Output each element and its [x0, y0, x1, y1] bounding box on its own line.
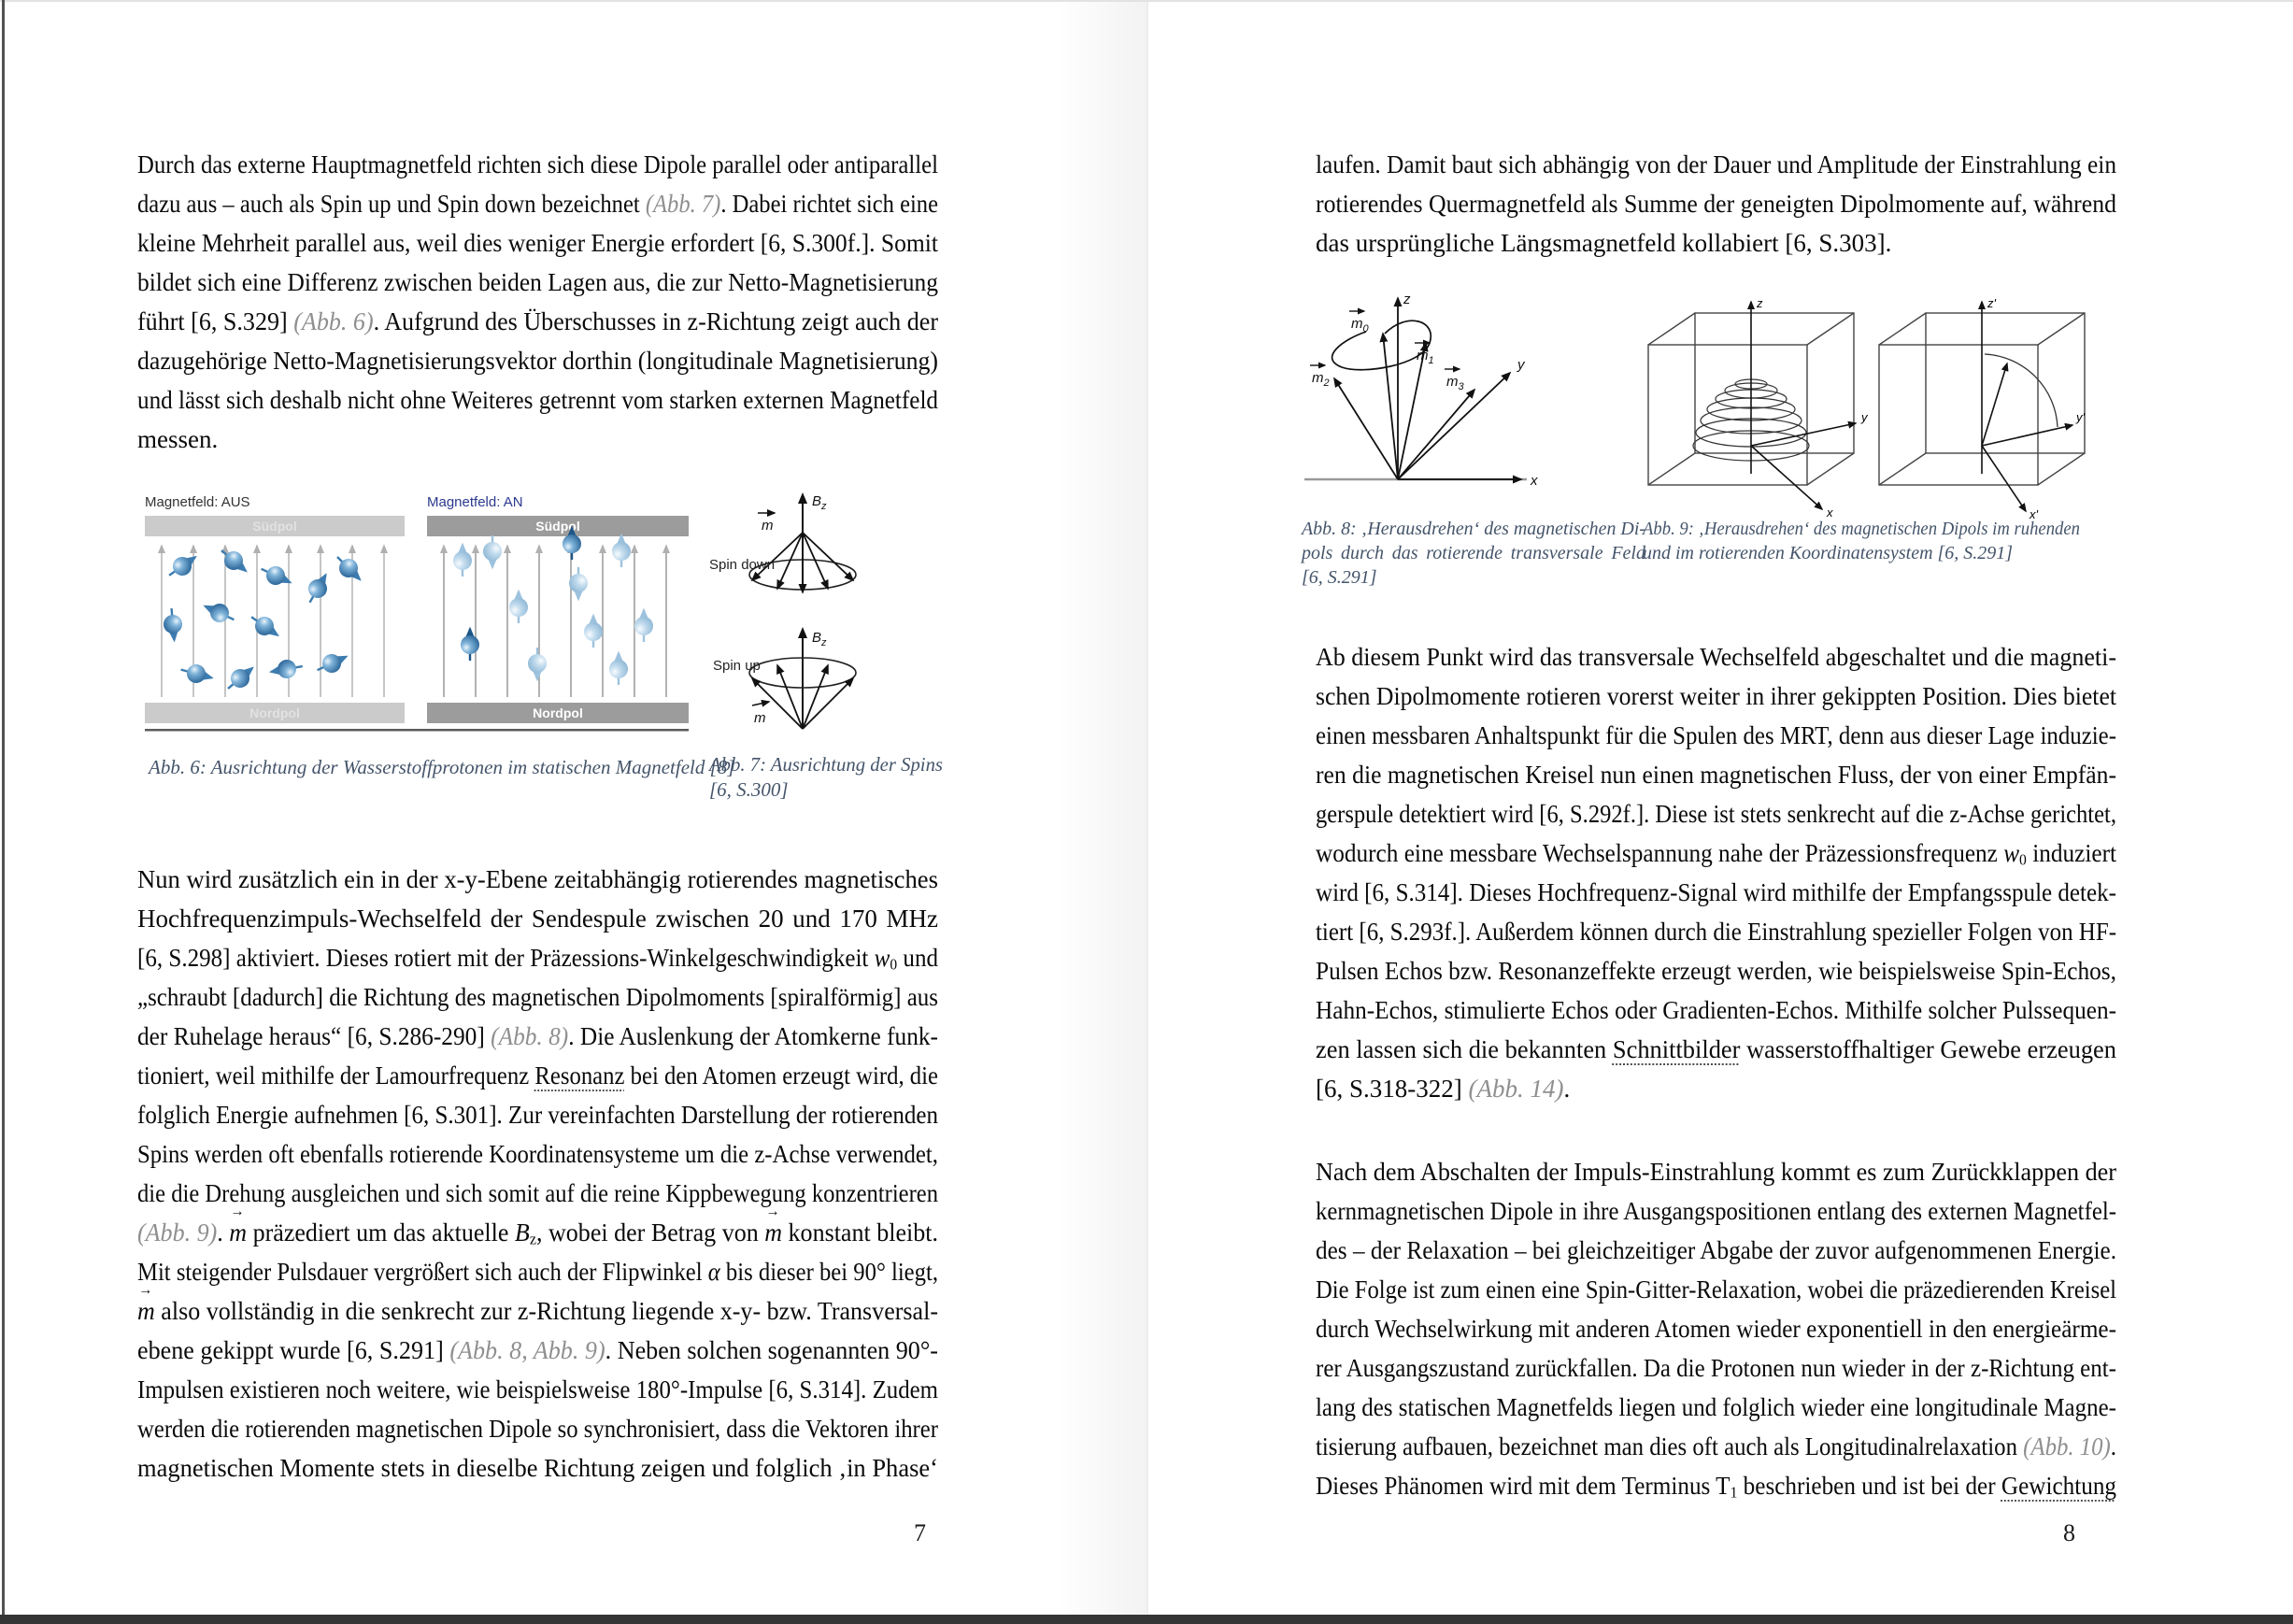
- text-line: [137, 860, 938, 899]
- window-edge-left: [2, 0, 5, 1624]
- caption-line: Abb. 7: Ausrichtung der Spins: [709, 753, 943, 776]
- text-line: [1316, 223, 2116, 263]
- spellcheck-word: Resonanz: [534, 1061, 625, 1090]
- text-run: ebene gekippt wurde [6, S.291]: [137, 1336, 450, 1364]
- svg-text:m0: $m_0$: [1351, 316, 1369, 335]
- spellcheck-word: Gewichtung: [2001, 1472, 2116, 1500]
- vector-base: m: [137, 1297, 155, 1325]
- text-run: und: [897, 944, 938, 972]
- text-run: Hahn-Echos, stimulierte Echos oder Gradienten-Echos. Mithilfe solcher Pulssequen-: [1316, 996, 2116, 1024]
- text-line: [1316, 1191, 2116, 1231]
- text-run: beschrieben und ist bei der: [1737, 1472, 2001, 1500]
- text-run: führt [6, S.329]: [137, 307, 294, 335]
- paragraph: [137, 860, 938, 1488]
- svg-text:m1: $m_1$: [1417, 348, 1434, 366]
- caption-line: Abb. 6: Ausrichtung der Wasserstoffprotonen im statischen Magnetfeld [8]: [149, 756, 735, 778]
- page-number-left: 7: [914, 1519, 926, 1546]
- text-line: [137, 1448, 938, 1488]
- text-run: rer Ausgangszustand zurückfallen. Da die Protonen nun wieder in der z-Richtung ent-: [1316, 1354, 2116, 1382]
- text-line: [137, 938, 938, 977]
- south-pole-label: Südpol: [535, 519, 580, 534]
- caption-line: Abb. 9: ‚Herausdrehen‘ des magnetischen Dipols im ruhenden: [1643, 519, 2080, 539]
- text-run: zen lassen sich die bekannten: [1316, 1035, 1613, 1063]
- spin-up-diagram: [713, 629, 856, 729]
- text-run: und lässt sich deshalb nicht ohne Weiteres getrennt vom starken externen Magnetfeld: [137, 386, 938, 414]
- subscript: z: [529, 1230, 536, 1248]
- text-line: [1316, 990, 2116, 1030]
- bz-label: B: [812, 493, 822, 509]
- field-lines: [444, 546, 666, 697]
- z-prime-axis-label: z': [1987, 296, 1996, 310]
- text-line: [137, 263, 938, 302]
- text-run: Nach dem Abschalten der Impuls-Einstrahlung kommt es zum Zurückklappen der: [1316, 1158, 2116, 1186]
- text-line: [1316, 1231, 2116, 1270]
- x-axis-label: x: [1531, 473, 1538, 489]
- text-line: [137, 977, 938, 1017]
- text-line: [137, 302, 938, 341]
- text-line: [1316, 637, 2116, 677]
- y-axis-label: y: [1861, 410, 1868, 424]
- text-run: Hochfrequenzimpuls-Wechselfeld der Sendespule zwischen 20 und 170 MHz: [137, 905, 938, 933]
- north-pole-label: Nordpol: [533, 705, 583, 720]
- paragraph: [1316, 1152, 2116, 1505]
- window-edge-top: [0, 0, 2293, 2]
- spin-up-label: Spin up: [713, 658, 761, 674]
- caption-line: Abb. 8: ‚Herausdrehen‘ des magnetischen Di-: [1302, 519, 1645, 539]
- text-line: [1316, 145, 2116, 184]
- vector-arrow: →: [230, 1204, 245, 1220]
- text-run: „schraubt [dadurch] die Richtung des magnetischen Dipolmoments [spiralförmig] aus: [137, 983, 938, 1011]
- text-line: [137, 899, 938, 938]
- text-run: die die Drehung ausgleichen und sich somit auf die reine Kippbewegung konzentrieren: [137, 1179, 938, 1207]
- text-line: [137, 1204, 938, 1252]
- text-line: [1316, 912, 2116, 951]
- figure-abb8-image: [1304, 285, 1557, 509]
- text-line: [137, 380, 938, 420]
- text-run: tisierung aufbauen, bezeichnet man dies oft auch als Longitudinalrelaxation: [1316, 1432, 2024, 1460]
- caption-line: [6, S.291]: [1302, 567, 1377, 588]
- page-number-right: 8: [2063, 1519, 2075, 1546]
- text-run: folglich Energie aufnehmen [6, S.301]. Zur vereinfachten Darstellung der rotierenden: [137, 1101, 938, 1129]
- z-axis-label: z: [1757, 296, 1763, 310]
- text-run: werden die rotierenden magnetischen Dipole so synchronisiert, dass die Vektoren ihrer: [137, 1415, 938, 1443]
- x-axis-label: x: [1827, 506, 1833, 520]
- text-line: [1316, 873, 2116, 912]
- caption-line: und im rotierenden Koordinatensystem [6, S.291]: [1643, 543, 2014, 563]
- window-edge-bottom: [0, 1615, 2293, 1624]
- text-run: . Neben solchen sogenannten 90°-: [605, 1336, 938, 1364]
- text-run: bildet sich eine Differenz zwischen beiden Lagen aus, die zur Netto-Magnetisierung: [137, 268, 938, 296]
- text-line: [137, 223, 938, 263]
- figure-abb7-caption: [709, 752, 943, 803]
- vector-base: m: [229, 1218, 248, 1246]
- figure-abb9-caption: [1643, 517, 2080, 565]
- vector-symbol: [229, 1204, 248, 1252]
- text-line: [137, 1282, 938, 1331]
- text-run: das ursprüngliche Längsmagnetfeld kollabiert [6, S.303].: [1316, 229, 1892, 257]
- text-line: [137, 1331, 938, 1370]
- text-run: .: [1563, 1075, 1571, 1103]
- figure-abb7-image: [709, 481, 938, 752]
- text-line: [1316, 794, 2116, 833]
- text-run: Spins werden oft ebenfalls rotierende Koordinatensysteme um die z-Achse verwendet,: [137, 1140, 938, 1168]
- text-run: konstant bleibt.: [782, 1218, 938, 1246]
- text-line: [137, 420, 938, 459]
- text-line: [137, 145, 938, 184]
- subscript: 0: [890, 955, 898, 974]
- text-run: [6, S.318-322]: [1316, 1075, 1469, 1103]
- text-line: [1316, 951, 2116, 990]
- text-line: [1316, 1152, 2116, 1191]
- text-run: durch Wechselwirkung mit anderen Atomen wieder exponentiell in den energieärme-: [1316, 1315, 2116, 1343]
- text-run: also vollständig in die senkrecht zur z-Richtung liegende x-y- bzw. Transversal-: [154, 1297, 938, 1325]
- paragraph: [137, 145, 938, 459]
- figure-abb9-image: [1641, 296, 2089, 520]
- text-run: . Aufgrund des Überschusses in z-Richtung zeigt auch der: [373, 307, 938, 335]
- variable: α: [707, 1258, 720, 1286]
- text-line: [137, 1095, 938, 1134]
- z-axis-label: z: [1403, 292, 1411, 307]
- text-run: einen messbaren Anhaltspunkt für die Spulen des MRT, denn aus dieser Lage induzie-: [1316, 721, 2116, 749]
- page-divider: [1146, 2, 1148, 1615]
- text-run: lang des statischen Magnetfelds liegen und folglich wieder eine longitudinale Magne-: [1316, 1393, 2116, 1421]
- protons-aligned: [453, 528, 653, 685]
- caption-line: pols durch das rotierende transversale Feld: [1302, 543, 1645, 563]
- figure-abb6-image: [145, 493, 691, 744]
- text-line: [137, 1370, 938, 1409]
- text-line: [137, 1252, 938, 1291]
- text-run: . Die Auslenkung der Atomkerne funk-: [568, 1022, 938, 1050]
- text-line: [1316, 1466, 2116, 1505]
- spin-down-diagram: [709, 493, 856, 592]
- text-line: [137, 341, 938, 380]
- text-run: bis dieser bei 90° liegt,: [719, 1258, 938, 1286]
- m-vector-label: m: [754, 710, 766, 726]
- text-line: [1316, 184, 2116, 223]
- text-run: Nun wird zusätzlich ein in der x-y-Ebene zeitabhängig rotierendes magnetisches: [137, 865, 938, 893]
- text-run: präzediert um das aktuelle: [247, 1218, 515, 1246]
- figure-ref: (Abb. 10): [2023, 1432, 2111, 1460]
- text-run: tioniert, weil mithilfe der Lamourfrequenz: [137, 1061, 535, 1090]
- text-run: .: [2110, 1432, 2116, 1460]
- text-run: laufen. Damit baut sich abhängig von der Dauer und Amplitude der Einstrahlung ein: [1316, 150, 2116, 178]
- text-run: Die Folge ist zum einen eine Spin-Gitter-Relaxation, wobei die präzedierenden Kreisel: [1316, 1275, 2116, 1303]
- text-run: Mit steigender Pulsdauer vergrößert sich auch der Flipwinkel: [137, 1258, 708, 1286]
- variable: B: [514, 1218, 530, 1246]
- figure-abb6-caption: [149, 755, 754, 780]
- text-line: [1316, 677, 2116, 716]
- svg-text:m2: $m_2$: [1312, 370, 1330, 389]
- text-run: bei den Atomen erzeugt wird, die: [624, 1061, 938, 1090]
- fig6-label-on: Magnetfeld: AN: [427, 494, 523, 510]
- axes-rotating: [1982, 302, 2072, 511]
- text-line: [137, 1056, 938, 1095]
- axes-static: [1751, 302, 1856, 509]
- south-pole-label: Südpol: [252, 519, 297, 534]
- text-line: [137, 1174, 938, 1213]
- paragraph: [1316, 145, 2116, 263]
- text-run: rotierendes Quermagnetfeld als Summe der geneigten Dipolmomente auf, während: [1316, 190, 2116, 218]
- text-run: dazugehörige Netto-Magnetisierungsvektor dorthin (longitudinale Magnetisierung): [137, 347, 938, 375]
- text-run: Ab diesem Punkt wird das transversale Wechselfeld abgeschaltet und die magneti-: [1316, 643, 2116, 671]
- figure-ref: (Abb. 14): [1468, 1075, 1564, 1103]
- bz-sub: z: [821, 501, 827, 512]
- text-run: kernmagnetischen Dipole in ihre Ausgangspositionen entlang des externen Magnetfel-: [1316, 1197, 2116, 1225]
- text-run: dazu aus – auch als Spin up und Spin down bezeichnet: [137, 190, 646, 218]
- spellcheck-word: Schnittbilder: [1612, 1035, 1741, 1063]
- subscript: 0: [2019, 850, 2027, 869]
- figure-bottom-rule: [145, 729, 689, 732]
- text-run: wasserstoffhaltiger Gewebe erzeugen: [1740, 1035, 2116, 1063]
- text-run: Durch das externe Hauptmagnetfeld richten sich diese Dipole parallel oder antiparallel: [137, 150, 938, 178]
- bz-label: B: [812, 630, 822, 646]
- figure-ref: (Abb. 7): [645, 190, 721, 218]
- text-line: [1316, 1069, 2116, 1108]
- bz-sub: z: [821, 637, 827, 648]
- text-run: wodurch eine messbare Wechselspannung nahe der Präzessionsfrequenz: [1316, 839, 2004, 867]
- fig6-panel-field-off: [145, 494, 405, 723]
- text-line: [1316, 716, 2116, 755]
- text-run: . Dabei richtet sich eine: [720, 190, 938, 218]
- text-line: [137, 1017, 938, 1056]
- text-run: des – der Relaxation – bei gleichzeitiger Abgabe der zuvor aufgenommenen Energie.: [1316, 1236, 2116, 1264]
- text-run: induziert: [2026, 839, 2116, 867]
- text-line: [1316, 1427, 2116, 1466]
- vector-arrow: →: [138, 1282, 153, 1299]
- text-line: [1316, 1309, 2116, 1348]
- text-run: tiert [6, S.293f.]. Außerdem können durch die Einstrahlung spezieller Folgen von HF-: [1316, 918, 2116, 946]
- spin-down-label: Spin down: [709, 557, 776, 573]
- fig6-label-off: Magnetfeld: AUS: [145, 494, 250, 510]
- svg-text:Bz: [812, 630, 827, 648]
- vector-arrow: →: [765, 1204, 780, 1220]
- text-run: der Ruhelage heraus“ [6, S.286-290]: [137, 1022, 491, 1050]
- variable: w: [2003, 839, 2020, 867]
- svg-text:m3: $m_3$: [1446, 374, 1464, 392]
- dipole-vectors: [1334, 334, 1474, 479]
- y-prime-axis-label: y': [2076, 410, 2085, 424]
- text-line: [137, 184, 938, 223]
- x-prime-axis-label: x': [2030, 507, 2038, 520]
- text-run: .: [217, 1218, 230, 1246]
- svg-text:Bz: [812, 493, 827, 512]
- text-line: [1316, 1270, 2116, 1309]
- subscript: 1: [1730, 1483, 1738, 1502]
- text-run: [6, S.298] aktiviert. Dieses rotiert mit der Präzessions-Winkelgeschwindigkeit: [137, 944, 875, 972]
- figure-ref: (Abb. 9): [137, 1218, 218, 1246]
- vector-base: m: [764, 1218, 783, 1246]
- text-run: schen Dipolmomente rotieren vorerst weiter in ihrer gekippten Position. Dies bietet: [1316, 682, 2116, 710]
- text-line: [137, 1134, 938, 1174]
- text-line: [1316, 1388, 2116, 1427]
- text-line: [137, 1409, 938, 1448]
- text-line: [1316, 755, 2116, 794]
- figure-ref: (Abb. 6): [293, 307, 374, 335]
- north-pole-label: Nordpol: [249, 705, 300, 720]
- text-run: magnetischen Momente stets in dieselbe Richtung zeigen und folglich ‚in Phase‘: [137, 1454, 938, 1482]
- m-vector-label: m: [762, 518, 774, 534]
- text-run: Impulsen existieren noch weitere, wie beispielsweise 180°-Impulse [6, S.314]. Zudem: [137, 1375, 938, 1403]
- text-line: [1316, 1348, 2116, 1388]
- text-run: , wobei der Betrag von: [535, 1218, 765, 1246]
- text-run: Dieses Phänomen wird mit dem Terminus T: [1316, 1472, 1730, 1500]
- vector-symbol: [764, 1204, 783, 1252]
- left-page-scan-shade: [1056, 2, 1146, 1615]
- figure-ref: (Abb. 8, Abb. 9): [449, 1336, 605, 1364]
- text-run: ren die magnetischen Kreisel nun einen magnetischen Fluss, der von einer Empfän-: [1316, 761, 2116, 789]
- paragraph: [1316, 637, 2116, 1108]
- vector-symbol: [137, 1282, 155, 1331]
- tilt-arc: [1985, 354, 2058, 427]
- text-line: [1316, 1030, 2116, 1069]
- fig6-panel-field-on: [427, 494, 689, 723]
- y-axis-label: y: [1517, 357, 1525, 373]
- text-run: wird [6, S.314]. Dieses Hochfrequenz-Signal wird mithilfe der Empfangsspule detek-: [1316, 878, 2116, 906]
- text-run: kleine Mehrheit parallel aus, weil dies weniger Energie erfordert [6, S.300f.]. Somit: [137, 229, 938, 257]
- caption-line: [6, S.300]: [709, 778, 789, 801]
- figure-ref: (Abb. 8): [491, 1022, 569, 1050]
- text-run: messen.: [137, 425, 219, 453]
- text-line: [1316, 833, 2116, 873]
- figure-abb8-caption: [1302, 517, 1645, 590]
- variable: w: [874, 944, 890, 972]
- text-run: Pulsen Echos bzw. Resonanzeffekte erzeugt werden, wie beispielsweise Spin-Echos,: [1316, 957, 2116, 985]
- text-run: gerspule detektiert wird [6, S.292f.]. Diese ist stets senkrecht auf die z-Achse gerichtet,: [1316, 800, 2116, 828]
